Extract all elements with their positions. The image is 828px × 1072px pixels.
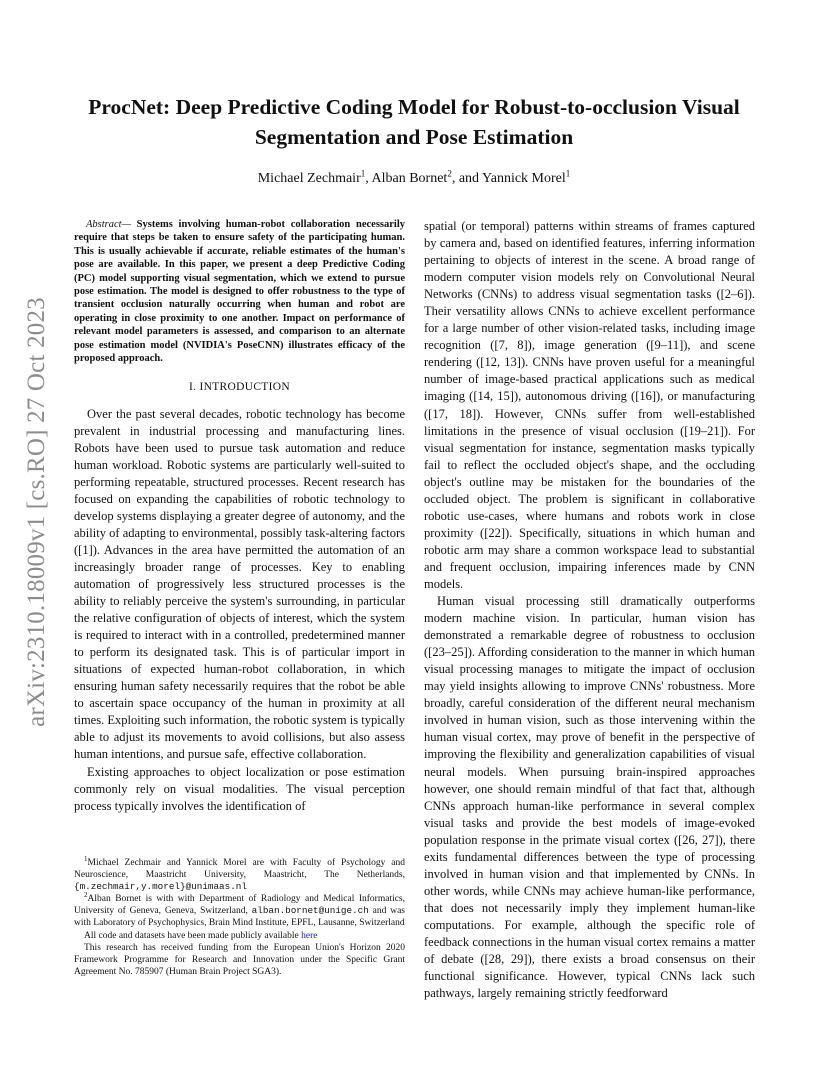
footnote-2: $^2$Alban Bornet is with with Department of Radiology and Medical Informatics, University of Geneva, Geneva, Switzerland, alban.bornet@unige.ch and was with Laboratory of Psychophysics, Brain Mind Institute, EPFL, Lausanne, Switzerland: [74, 891, 405, 929]
author-3-affiliation: 1: [565, 168, 571, 179]
author-2: Alban Bornet: [371, 171, 448, 186]
email-address[interactable]: {m.zechmair,y.morel}@unimaas.nl: [74, 881, 247, 893]
footnote-1: $^1$Michael Zechmair and Yannick Morel are with Faculty of Psychology and Neuroscience, Maastricht University, Maastricht, The Netherlands, {m.zechmair,y.morel}@unimaas.nl: [74, 854, 405, 893]
footnote-code-availability: All code and datasets have been made publicly available here: [84, 930, 318, 941]
code-link[interactable]: here: [301, 930, 318, 941]
abstract-label: Abstract—: [86, 219, 131, 230]
abstract-text: Systems involving human-robot collaboration necessarily require that steps be taken to ensure safety of the participating human. This is usually achievable if accurate, reliable estimates of the human's pose are available. In this paper, we present a deep Predictive Coding (PC) model supporting visual segmentation, which we extend to pursue pose estimation. The model is designed to offer robustness to the type of transient occlusion naturally occurring when human and robot are operating in close proximity to one another. Impact on performance of relevant model parameters is assessed, and comparison to an alternate pose estimation model (NVIDIA's PoseCNN) illustrates efficacy of the proposed approach.: [74, 219, 405, 365]
paragraph: Existing approaches to object localization or pose estimation commonly rely on visual modalities. The visual perception process typically involves the identification of: [74, 764, 405, 813]
left-column: [74, 218, 405, 815]
paragraph: spatial (or temporal) patterns within streams of frames captured by camera and, based on identified features, inferring information pertaining to objects of interest in the scene. A broad range of modern computer vision models rely on Convolutional Neural Networks (CNNs) to address visual segmentation tasks ([2–6]). Their versatility allows CNNs to achieve excellent performance for a large number of other vision-related tasks, including image recognition ([7, 8]), image generation ([9–11]), and scene rendering ([12, 13]). CNNs have proven useful for a meaningful number of image-based practical applications such as medical imaging ([14, 15]), autonomous driving ([16]), or manufacturing ([17, 18]). However, CNNs suffer from well-established limitations in the presence of visual occlusion ([19–21]). For visual segmentation for instance, segmentation masks typically fail to reflect the occluded object's shape, and the occluding object's outline may be mistaken for the boundaries of the occluded object. The problem is significant in collaborative robotic use-cases, where humans and robots work in close proximity ([22]). Specifically, situations in which human and robotic arm may share a common workspace lead to substantial and frequent occlusion, impairing inferences made by CNN models.: [424, 219, 755, 591]
author-1: Michael Zechmair: [257, 171, 361, 186]
arxiv-identifier: arXiv:2310.18009v1 [cs.RO] 27 Oct 2023: [23, 297, 50, 727]
author-2-affiliation: 2: [447, 168, 452, 179]
footnote-funding: This research has received funding from the European Union's Horizon 2020 Framework Programme for Research and Innovation under the Specific Grant Agreement No. 785907 (Human Brain Project SGA3).: [74, 942, 405, 977]
section-heading-introduction: I. INTRODUCTION: [189, 381, 290, 394]
author-list: Michael Zechmair$^1$, Alban Bornet$^2$, and Yannick Morel$^1$: [257, 168, 571, 186]
author-1-affiliation: 1: [360, 168, 366, 179]
abstract: [74, 218, 405, 365]
paragraph: Human visual processing still dramatically outperforms modern machine vision. In particular, human vision has demonstrated a remarkable degree of robustness to occlusion ([23–25]). Affording consideration to the manner in which human visual processing manages to mitigate the impact of occlusion may yield insights allowing to improve CNNs' robustness. More broadly, careful consideration of the different neural mechanism involved in human vision, such as those intervening within the human visual cortex, may prove of benefit in the perspective of improving the flexibility and generalization capabilities of visual neural models. When pursuing brain-inspired approaches however, one should remain mindful of that fact that, although CNNs approach human-like performance in several complex visual tasks and provide the best models of image-evoked population response in the primate visual cortex ([26, 27]), there exits fundamental differences between the type of processing involved in human vision and that implemented by CNNs. In other words, while CNNs may achieve human-like performance, that does not necessarily imply they implement human-like computations. For example, although the specific role of feedback connections in the human visual cortex remains a matter of debate ([28, 29]), there exists a broad consensus on their functional significance. However, typical CNNs lack such pathways, largely remaining strictly feedforward: [424, 594, 755, 1001]
paragraph: Over the past several decades, robotic technology has become prevalent in industrial processing and manufacturing lines. Robots have been used to pursue task automation and reduce human workload. Robotic systems are particularly well-suited to performing repeatable, structured processes. Recent research has focused on expanding the capabilities of robotic technology to develop systems displaying a greater degree of autonomy, and the ability of adapting to environmental, possibly task-altering factors ([1]). Advances in the area have permitted the automation of an increasingly broader range of processes. Key to enabling automation of progressively less structured processes is the ability to reliably perceive the system's surrounding, in particular the relative configuration of objects of interest, which the system is required to interact with in a controlled, predetermined manner to perform its designated task. This is of particular import in situations of expected human-robot collaboration, in which ensuring human safety necessarily requires that the robot be able to ascertain space occupancy of the human in proximity at all times. Exploiting such information, the robotic system is typically able to adjust its movements to avoid collisions, but also assess human intentions, and pursue safe, effective collaboration.: [74, 406, 405, 762]
footnotes: [74, 854, 405, 978]
email-address[interactable]: alban.bornet@unige.ch: [251, 905, 369, 917]
arxiv-sidebar: [22, 0, 52, 1072]
author-3: Yannick Morel: [482, 171, 566, 186]
right-column: [424, 218, 755, 1002]
paper-title: ProcNet: Deep Predictive Coding Model for Robust-to-occlusion Visual Segmentation and Pose Estimation: [88, 95, 740, 149]
